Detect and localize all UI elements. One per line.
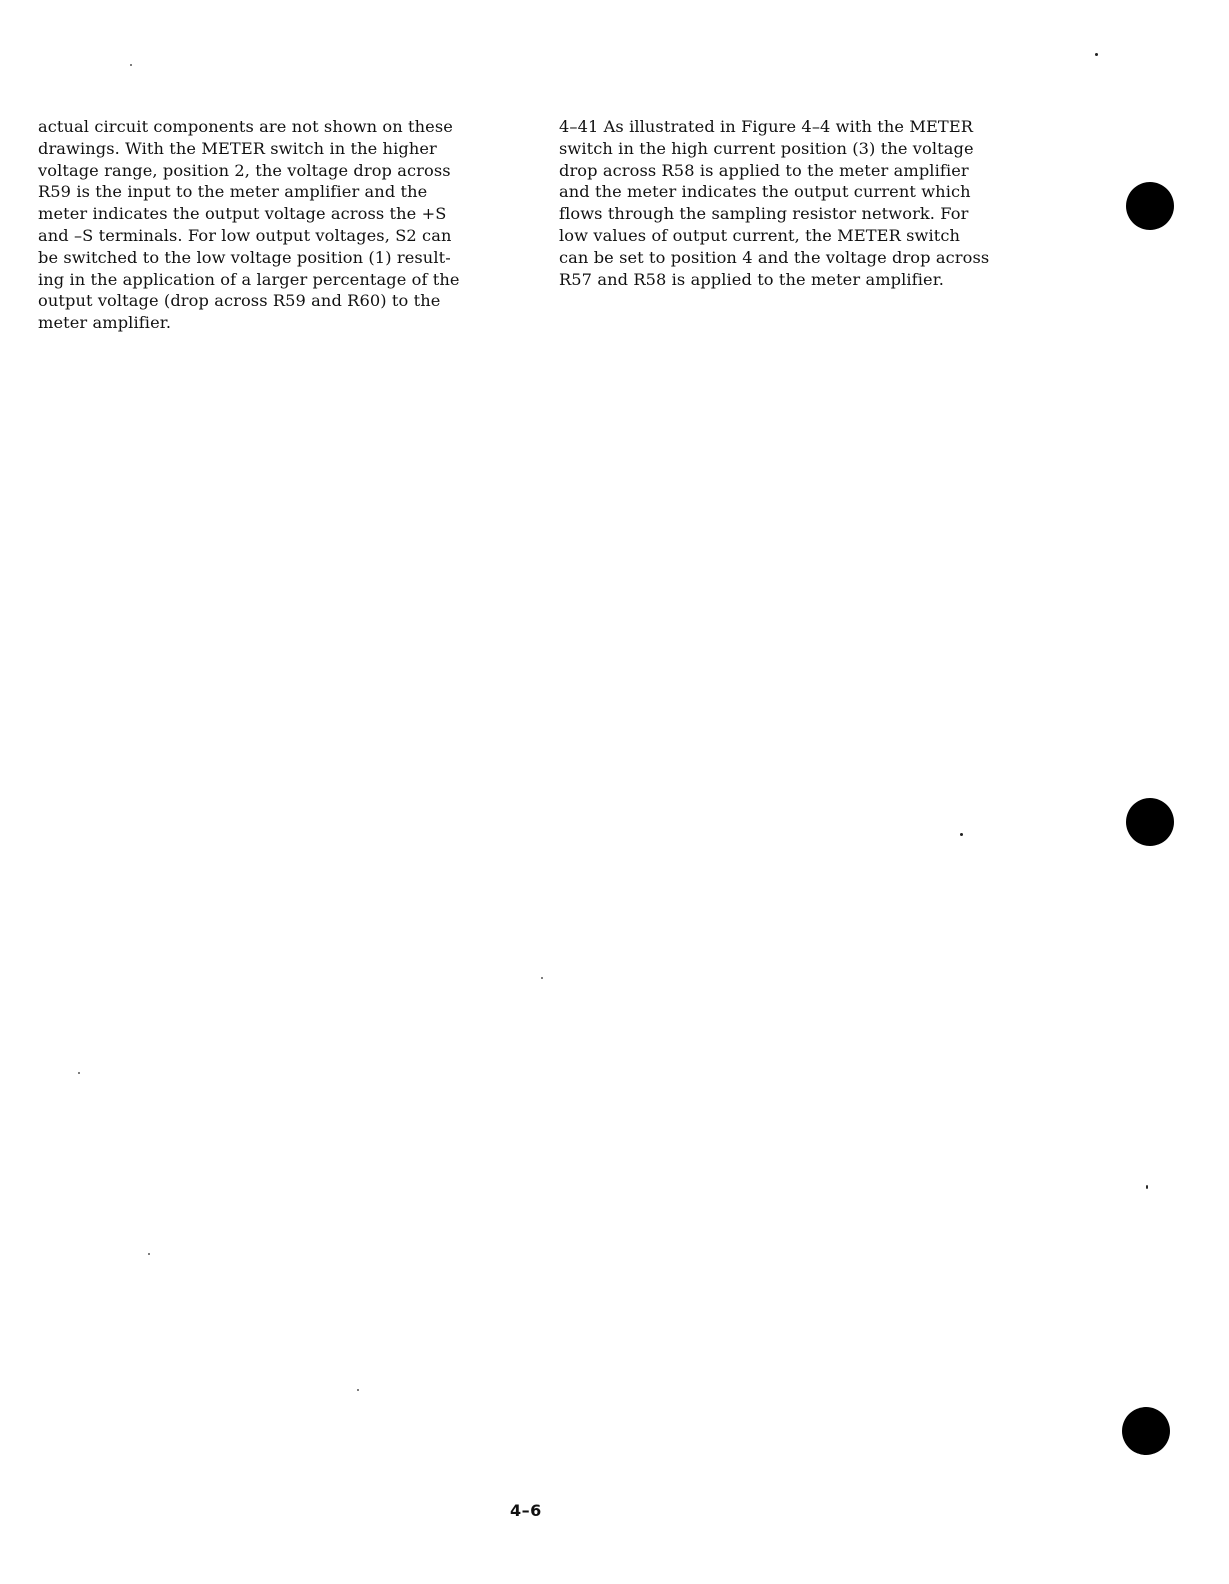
scan-speck (148, 1253, 150, 1255)
text-line: and the meter indicates the output current which (559, 182, 971, 202)
text-line: low values of output current, the METER switch (559, 225, 961, 245)
scan-speck (130, 64, 132, 66)
text-line: R59 is the input to the meter amplifier and the (38, 182, 428, 202)
scan-speck (1146, 1185, 1148, 1189)
text-line: output voltage (drop across R59 and R60) to the (38, 291, 441, 311)
text-line: voltage range, position 2, the voltage drop across (38, 160, 451, 180)
scan-speck (541, 977, 543, 979)
text-line: flows through the sampling resistor network. For (559, 204, 969, 224)
text-line: and –S terminals. For low output voltages, S2 can (38, 225, 452, 245)
text-line: meter amplifier. (38, 313, 172, 333)
scan-speck (357, 1389, 359, 1391)
text-line: R57 and R58 is applied to the meter amplifier. (559, 269, 945, 289)
text-line: meter indicates the output voltage across the +S (38, 204, 447, 224)
scan-speck (1095, 53, 1098, 56)
text-line: can be set to position 4 and the voltage drop across (559, 247, 990, 267)
text-line: switch in the high current position (3) the voltage (559, 138, 974, 158)
left-text-column (38, 116, 516, 334)
text-line: actual circuit components are not shown on these (38, 117, 453, 136)
text-line: drop across R58 is applied to the meter amplifier (559, 160, 969, 180)
text-line: ing in the application of a larger percentage of the (38, 269, 460, 289)
binder-hole (1122, 1407, 1170, 1455)
scan-speck (78, 1072, 80, 1074)
right-text-column (559, 116, 1029, 290)
scan-speck (960, 833, 963, 836)
binder-hole (1126, 182, 1174, 230)
text-line: be switched to the low voltage position (1) result- (38, 247, 451, 267)
text-line: 4–41 As illustrated in Figure 4–4 with the METER (559, 117, 974, 136)
text-line: drawings. With the METER switch in the higher (38, 138, 437, 158)
page-number: 4–6 (510, 1501, 542, 1520)
binder-hole (1126, 798, 1174, 846)
